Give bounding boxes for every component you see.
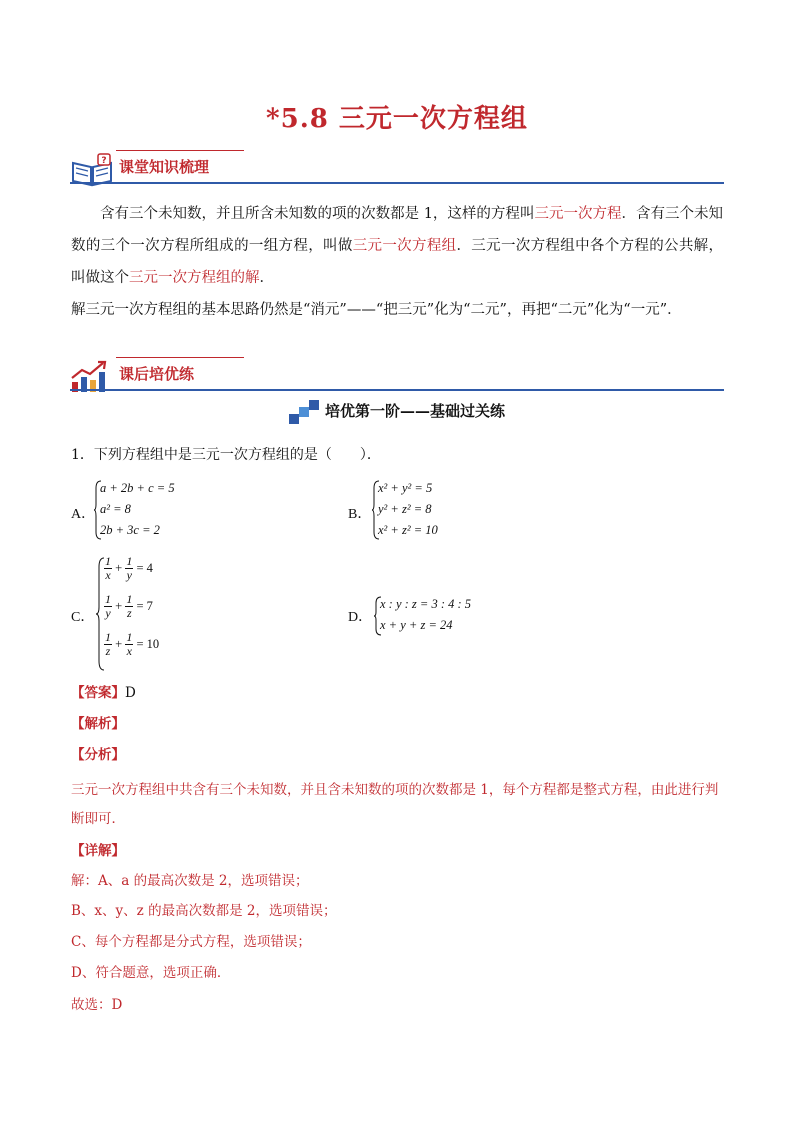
section-label: 课堂知识梳理 <box>119 158 210 176</box>
option-a-label: A． <box>71 507 96 522</box>
fraction: $\frac{1}{x}$ <box>105 554 111 582</box>
knowledge-paragraph-2: 解三元一次方程组的基本思路仍然是“消元”——“把三元”化为“二元”，再把“二元”化为“一元”． <box>71 302 682 318</box>
answer-value: D <box>125 685 136 701</box>
answer-tag: 【答案】 <box>71 685 125 701</box>
question-stem: 1．下列方程组中是三元一次方程组的是（ ）． <box>71 447 381 463</box>
fraction: $\frac{1}{y}$ <box>105 592 111 620</box>
section-label: 课后培优练 <box>119 365 195 383</box>
equation-line: $\frac{1}{y}$ + $\frac{1}{z}$ = 7 <box>105 592 153 620</box>
option-d-label: D． <box>348 610 373 625</box>
option-c-label: C． <box>71 610 95 625</box>
knowledge-paragraph-1 <box>71 198 723 294</box>
paragraph-text: ．三元一次方程组中各个方程的公共解，叫做这个 <box>71 238 724 286</box>
header-accent-line <box>116 357 244 358</box>
option-c-system <box>104 555 159 669</box>
fraction: $\frac{1}{z}$ <box>126 592 133 620</box>
option-b-system <box>378 478 438 541</box>
detail-line: D、符合题意，选项正确． <box>71 965 231 981</box>
equation-line: $\frac{1}{x}$ + $\frac{1}{y}$ = 4 <box>105 554 153 582</box>
analysis-tag-text: 【解析】 <box>71 716 125 732</box>
key-term: 三元一次方程 <box>534 206 622 222</box>
fenxi-text: 三元一次方程组中共含有三个未知数，并且含未知数的项的次数都是 1，每个方程都是整式方程，由此进行判断即可． <box>71 782 719 827</box>
section-header-practice <box>70 357 724 397</box>
page-title: *5.8 三元一次方程组 <box>266 104 528 134</box>
tier-heading-label: 培优第一阶——基础过关练 <box>324 402 505 420</box>
equation-line: $\frac{1}{z}$ + $\frac{1}{x}$ = 10 <box>105 630 160 658</box>
tier-heading <box>0 400 794 424</box>
paragraph-text: 含有三个未知数，并且所含未知数的项的次数都是 1，这样的方程叫 <box>100 206 535 222</box>
option-b-label: B． <box>348 507 372 522</box>
fraction: $\frac{1}{x}$ <box>126 630 133 658</box>
equation-line: x + y + z = 24 <box>380 618 453 632</box>
svg-text:?: ? <box>101 156 107 166</box>
key-term: 三元一次方程组 <box>352 238 457 254</box>
section-divider <box>70 389 724 391</box>
detail-line: C、每个方程都是分式方程，选项错误； <box>71 934 311 950</box>
header-accent-line <box>116 150 244 151</box>
fenxi-tag <box>71 745 723 765</box>
equation-line: 2b + 3c = 2 <box>100 523 160 537</box>
option-a-system <box>100 478 175 541</box>
section-header-knowledge <box>70 150 724 190</box>
steps-icon <box>289 400 319 424</box>
equation-line: y² + z² = 8 <box>378 502 432 516</box>
equation-line: x² + y² = 5 <box>378 481 433 495</box>
paragraph-text: ． <box>259 270 274 286</box>
detail-tag-text: 【详解】 <box>71 843 125 859</box>
detail-line: 解：A、a 的最高次数是 2，选项错误； <box>71 873 309 889</box>
detail-tag <box>71 841 723 861</box>
key-term: 三元一次方程组的解 <box>129 270 260 286</box>
answer-line <box>71 683 723 703</box>
fraction: $\frac{1}{z}$ <box>105 630 111 658</box>
detail-line: B、x、y、z 的最高次数都是 2，选项错误； <box>71 903 337 919</box>
fenxi-tag-text: 【分析】 <box>71 747 125 763</box>
section-divider <box>70 182 724 184</box>
equation-line: x : y : z = 3 : 4 : 5 <box>380 597 472 611</box>
equation-line: a + 2b + c = 5 <box>100 481 175 495</box>
equation-line: x² + z² = 10 <box>378 523 438 537</box>
equation-line: a² = 8 <box>100 502 131 516</box>
option-d-system <box>380 594 471 636</box>
paragraph-text: ．含有三个未知数的三个一次方程所组成的一组方程，叫做 <box>71 206 724 254</box>
analysis-tag <box>71 714 723 734</box>
fraction: $\frac{1}{y}$ <box>126 554 133 582</box>
detail-line: 故选：D <box>71 997 123 1013</box>
